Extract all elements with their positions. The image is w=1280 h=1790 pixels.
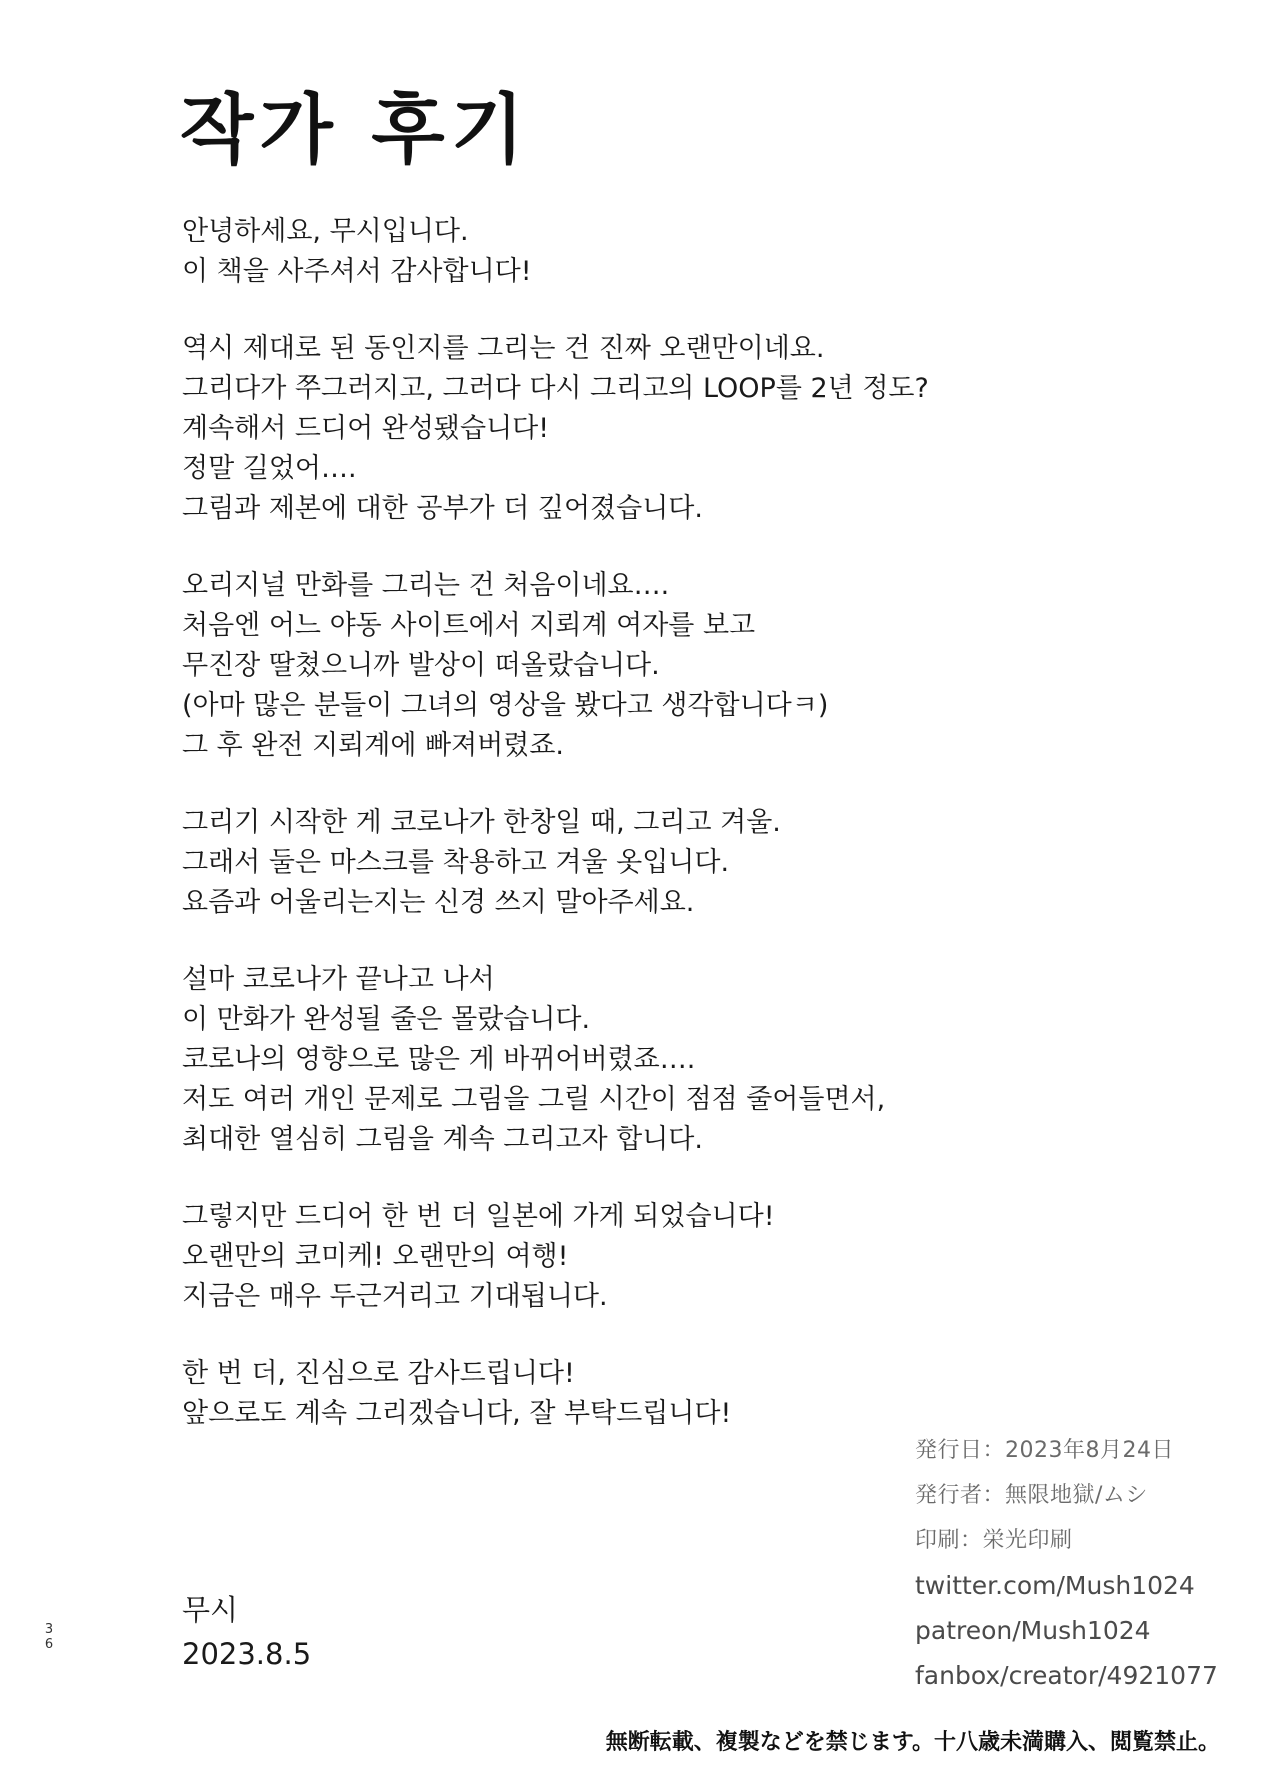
text-line: 그 후 완전 지뢰계에 빠져버렸죠. [182, 730, 564, 761]
text-line: 오리지널 만화를 그리는 건 처음이네요…. [182, 570, 670, 601]
text-line: 그림과 제본에 대한 공부가 더 깊어졌습니다. [182, 493, 703, 524]
text-line: 그래서 둘은 마스크를 착용하고 겨울 옷입니다. [182, 847, 730, 878]
text-line: 그리다가 쭈그러지고, 그러다 다시 그리고의 LOOP를 2년 정도? [182, 373, 929, 404]
text-line: 코로나의 영향으로 많은 게 바뀌어버렸죠…. [182, 1044, 696, 1075]
paragraph [182, 1197, 1002, 1317]
paragraph [182, 212, 1002, 292]
text-line: 그리기 시작한 게 코로나가 한창일 때, 그리고 겨울. [182, 807, 781, 838]
text-line: 요즘과 어울리는지는 신경 쓰지 말아주세요. [182, 887, 695, 918]
patreon-link: patreon/Mush1024 [915, 1616, 1151, 1645]
text-line: 이 만화가 완성될 줄은 몰랐습니다. [182, 1004, 591, 1035]
copyright-notice: 無断転載、複製などを禁じます。十八歳未満購入、閲覧禁止。 [605, 1730, 1220, 1755]
paragraph [182, 803, 1002, 923]
text-line: 이 책을 사주셔서 감사합니다! [182, 256, 532, 287]
fanbox-link: fanbox/creator/4921077 [915, 1661, 1218, 1690]
page-number-digit: 3 [44, 1622, 54, 1637]
text-line: 오랜만의 코미케! 오랜만의 여행! [182, 1241, 569, 1272]
paragraph [182, 329, 1002, 529]
text-line: 처음엔 어느 야동 사이트에서 지뢰계 여자를 보고 [182, 610, 756, 641]
text-line: 최대한 열심히 그림을 계속 그리고자 합니다. [182, 1124, 703, 1155]
author-name: 무시 [182, 1593, 239, 1627]
page-number-digit: 6 [44, 1637, 54, 1652]
text-line: 안녕하세요, 무시입니다. [182, 216, 469, 247]
text-line: 지금은 매우 두근거리고 기대됩니다. [182, 1281, 608, 1312]
signature-date: 2023.8.5 [182, 1637, 312, 1671]
paragraph [182, 960, 1002, 1160]
printer: 印刷：栄光印刷 [915, 1528, 1073, 1553]
paragraph [182, 566, 1002, 766]
text-line: 앞으로도 계속 그리겠습니다, 잘 부탁드립니다! [182, 1398, 732, 1429]
text-line: 정말 길었어…. [182, 453, 357, 484]
text-line: 저도 여러 개인 문제로 그림을 그릴 시간이 점점 줄어들면서, [182, 1084, 886, 1115]
twitter-link: twitter.com/Mush1024 [915, 1571, 1195, 1600]
text-line: 무진장 딸쳤으니까 발상이 떠올랐습니다. [182, 650, 660, 681]
publisher: 発行者：無限地獄/ムシ [915, 1483, 1148, 1508]
text-line: 역시 제대로 된 동인지를 그리는 건 진짜 오랜만이네요. [182, 333, 825, 364]
afterword-body [182, 212, 1002, 1471]
text-line: 한 번 더, 진심으로 감사드립니다! [182, 1358, 575, 1389]
paragraph [182, 1354, 1002, 1434]
issue-date: 発行日：2023年8月24日 [915, 1438, 1174, 1463]
text-line: (아마 많은 분들이 그녀의 영상을 봤다고 생각합니다ㅋ) [182, 690, 829, 721]
page-title: 작가 후기 [180, 85, 531, 174]
text-line: 설마 코로나가 끝나고 나서 [182, 964, 495, 995]
page-number [44, 1622, 54, 1652]
text-line: 계속해서 드디어 완성됐습니다! [182, 413, 550, 444]
author-signature [182, 1588, 311, 1676]
colophon [915, 1428, 1245, 1698]
text-line: 그렇지만 드디어 한 번 더 일본에 가게 되었습니다! [182, 1201, 775, 1232]
